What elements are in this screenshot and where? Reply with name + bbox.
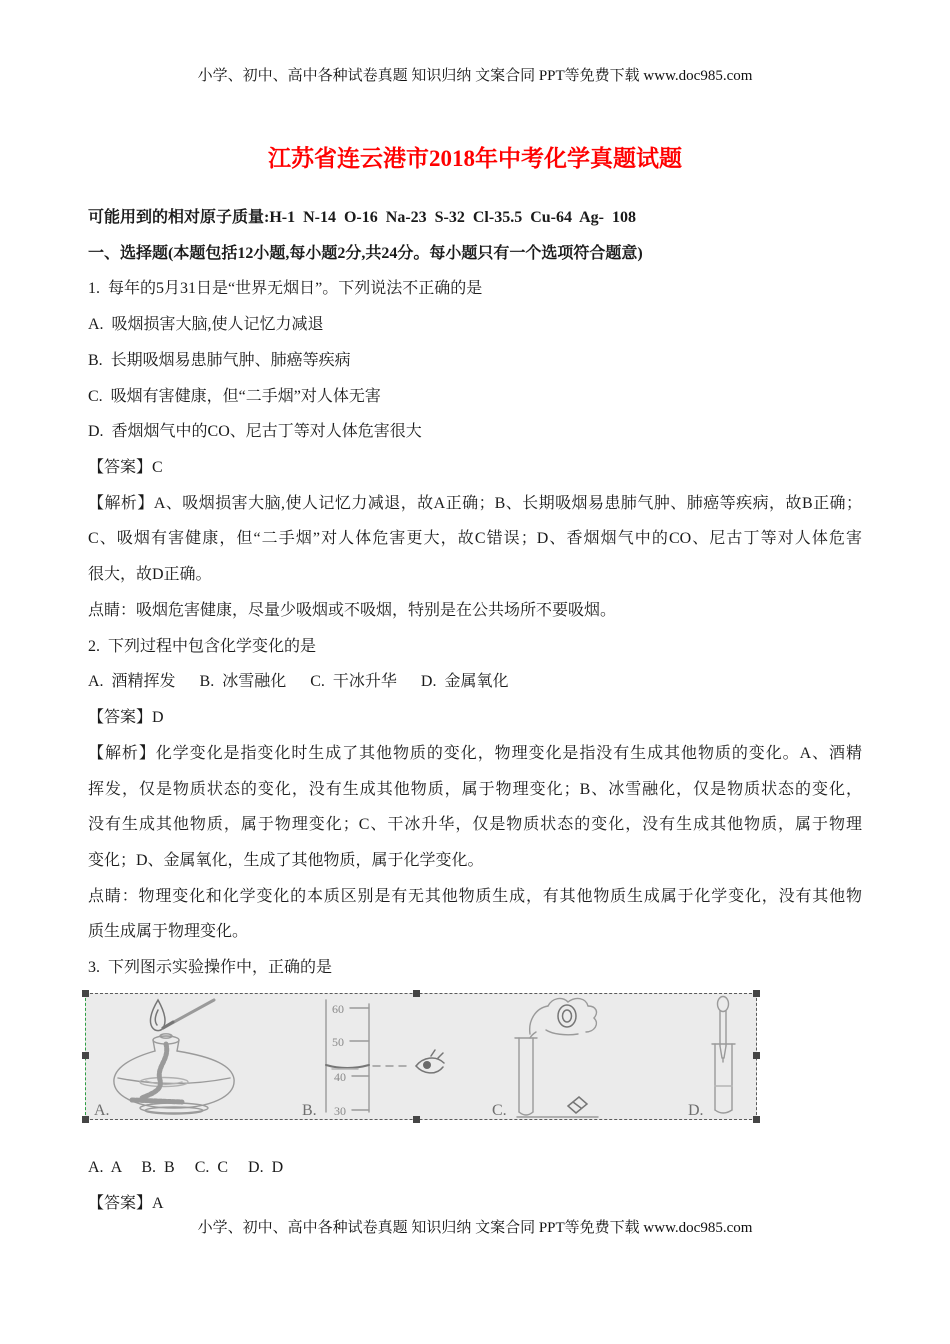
- header-text: 小学、初中、高中各种试卷真题 知识归纳 文案合同 PPT等免费下载 www.doc985.com: [197, 68, 753, 84]
- cylinder-tick-30: 30: [334, 1104, 346, 1118]
- selection-handle-bottom-left[interactable]: [82, 1116, 89, 1123]
- q2-analysis-line-3: 没有生成其他物质，属于物理变化；C、干冰升华，仅是物质状态的变化，没有生成其他物质，属于物理: [88, 816, 862, 834]
- experiment-operations-figure: [86, 994, 756, 1119]
- q1-analysis-line-3: 很大，故D正确。: [88, 566, 212, 584]
- q1-option-a: A. 吸烟损害大脑,使人记忆力减退: [88, 316, 324, 334]
- figure-panel-label-a: A.: [94, 1102, 110, 1119]
- q3-stem: 3. 下列图示实验操作中，正确的是: [88, 959, 333, 977]
- q1-option-b: B. 长期吸烟易患肺气肿、肺癌等疾病: [88, 351, 351, 369]
- q3-options: A. A B. B C. C D. D: [88, 1159, 284, 1176]
- selection-handle-middle-right[interactable]: [753, 1052, 760, 1059]
- graduated-cylinder-eye-level-reading-sketch: [302, 1000, 444, 1119]
- q2-analysis-line-4: 变化；D、金属氧化，生成了其他物质，属于化学变化。: [88, 851, 484, 869]
- q2-analysis-line-1: 【解析】化学变化是指变化时生成了其他物质的变化，物理变化是指没有生成其他物质的变化。A、酒精: [88, 744, 862, 762]
- alcohol-lamp-lit-by-match-sketch: [94, 1000, 234, 1119]
- page-footer: [0, 1218, 950, 1238]
- exam-body-bottom: [88, 1150, 862, 1221]
- selection-handle-bottom-right[interactable]: [753, 1116, 760, 1123]
- figure-panel-label-b: B.: [302, 1102, 317, 1119]
- dropper-inside-test-tube-sketch: [688, 997, 735, 1120]
- selection-handle-top-right[interactable]: [753, 990, 760, 997]
- q1-answer: 【答案】C: [88, 459, 163, 477]
- selection-handle-top-left[interactable]: [82, 990, 89, 997]
- stopper-icon: [568, 1097, 587, 1113]
- q2-tip-line-2: 质生成属于物理变化。: [88, 923, 249, 941]
- section-1-heading: 一、选择题(本题包括12小题,每小题2分,共24分。每小题只有一个选项符合题意): [88, 244, 643, 262]
- atomic-masses-line: 可能用到的相对原子质量:H-1 N-14 O-16 Na-23 S-32 Cl-35.5 Cu-64 Ag- 108: [88, 209, 636, 226]
- exam-body-top: [88, 200, 862, 986]
- selection-handle-top-middle[interactable]: [413, 990, 420, 997]
- q1-tip: 点睛：吸烟危害健康，尽量少吸烟或不吸烟，特别是在公共场所不要吸烟。: [88, 601, 617, 619]
- doc-title: 江苏省连云港市2018年中考化学真题试题: [268, 146, 682, 171]
- q2-stem: 2. 下列过程中包含化学变化的是: [88, 637, 317, 655]
- hand-adding-solid-to-upright-test-tube-sketch: [492, 999, 598, 1119]
- q2-tip-line-1: 点睛：物理变化和化学变化的本质区别是有无其他物质生成，有其他物质生成属于化学变化，没有其他物: [88, 887, 862, 905]
- page-header: [0, 66, 950, 86]
- cylinder-tick-40: 40: [334, 1070, 346, 1084]
- cylinder-tick-50: 50: [332, 1035, 344, 1049]
- selection-handle-bottom-middle[interactable]: [413, 1116, 420, 1123]
- q1-stem: 1. 每年的5月31日是“世界无烟日”。下列说法不正确的是: [88, 280, 483, 298]
- q2-analysis-line-2: 挥发，仅是物质状态的变化，没有生成其他物质，属于物理变化；B、冰雪融化，仅是物质状态的变化，: [88, 780, 862, 798]
- q1-option-c: C. 吸烟有害健康，但“二手烟”对人体无害: [88, 387, 381, 405]
- q2-options: A. 酒精挥发 B. 冰雪融化 C. 干冰升华 D. 金属氧化: [88, 673, 509, 691]
- eye-icon: [416, 1050, 444, 1073]
- footer-text: 小学、初中、高中各种试卷真题 知识归纳 文案合同 PPT等免费下载 www.doc985.com: [197, 1220, 753, 1236]
- q1-option-d: D. 香烟烟气中的CO、尼古丁等对人体危害很大: [88, 423, 422, 441]
- figure-panel-label-d: D.: [688, 1102, 704, 1119]
- figure-panel-label-c: C.: [492, 1102, 507, 1119]
- q1-analysis-line-2: C、吸烟有害健康，但“二手烟”对人体危害更大，故C错误；D、香烟烟气中的CO、尼古丁等对人体危害: [88, 530, 862, 548]
- q1-analysis-line-1: 【解析】A、吸烟损害大脑,使人记忆力减退，故A正确；B、长期吸烟易患肺气肿、肺癌等疾病，故B正确；: [88, 494, 862, 512]
- selection-handle-middle-left[interactable]: [82, 1052, 89, 1059]
- figure-selection-frame[interactable]: [85, 993, 757, 1120]
- cylinder-tick-60: 60: [332, 1002, 344, 1016]
- q2-answer: 【答案】D: [88, 709, 164, 727]
- q3-answer: 【答案】A: [88, 1194, 164, 1212]
